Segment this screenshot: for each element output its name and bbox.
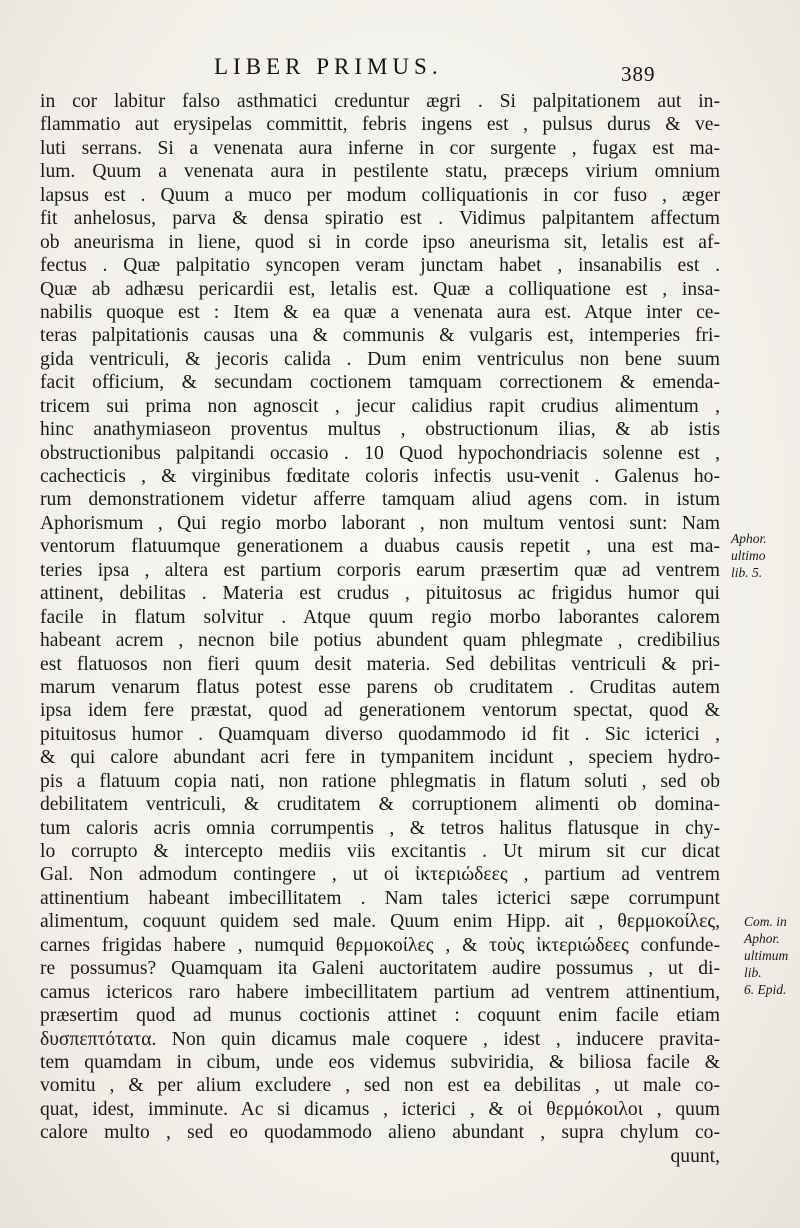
text-line: teras palpitationis causas una & communis & vulgaris est, intemperies fri- <box>40 325 720 347</box>
text-line: calore multo , sed eo quodammodo alieno abundant , supra chylum co- <box>40 1122 720 1144</box>
text-line: Gal. Non admodum contingere , ut οἱ ἰκτεριώδεες , partium ad ventrem <box>40 864 720 886</box>
text-line: attinentium habeant imbecillitatem . Nam tales icterici sæpe corrumpunt <box>40 887 720 909</box>
text-line: re possumus? Quamquam ita Galeni auctoritatem audire possumus , ut di- <box>40 958 720 980</box>
text-line: & qui calore abundant acri fere in tympanitem incidunt , speciem hydro- <box>40 747 720 769</box>
body-text <box>40 90 720 1168</box>
text-line: marum venarum flatus potest esse parens ob cruditatem . Cruditas autem <box>40 676 720 698</box>
text-line: carnes frigidas habere , numquid θερμοκοίλες , & τοὺς ἰκτεριώδεες confunde- <box>40 934 720 956</box>
text-line: gida ventriculi, & jecoris calida . Dum enim ventriculus non bene suum <box>40 348 720 370</box>
text-line: facile in flatum solvitur . Atque quum regio morbo laborantes calorem <box>40 606 720 628</box>
text-line: teries ipsa , altera est partium corporis earum præsertim quæ ad ventrem <box>40 559 720 581</box>
running-head: LIBER PRIMUS. <box>214 54 443 79</box>
text-line: luti serrans. Si a venenata aura inferne in cor surgente , fugax est ma- <box>40 137 720 159</box>
text-line: ob aneurisma in liene, quod si in corde ipso aneurisma sit, letalis est af- <box>40 231 720 253</box>
text-line: lapsus est . Quum a muco per modum colliquationis in cor fuso , æger <box>40 184 720 206</box>
text-line: habeant acrem , necnon bile potius abundent quam phlegmate , credibilius <box>40 630 720 652</box>
text-line: pituitosus humor . Quamquam diverso quodammodo id fit . Sic icterici , <box>40 723 720 745</box>
text-line: quunt, <box>670 1145 720 1167</box>
text-line: Quæ ab adhæsu pericardii est, letalis est. Quæ a colliquatione est , insa- <box>40 278 720 300</box>
text-line: facit officium, & secundam coctionem tamquam correctionem & emenda- <box>40 372 720 394</box>
text-line: fit anhelosus, parva & densa spiratio est . Vidimus palpitantem affectum <box>40 208 720 230</box>
text-line: tricem sui prima non agnoscit , jecur calidius rapit crudius alimentum , <box>40 395 720 417</box>
text-line: rum demonstrationem videtur afferre tamquam aliud agens com. in istum <box>40 489 720 511</box>
text-line: vomitu , & per alium excludere , sed non est ea debilitas , ut male co- <box>40 1075 720 1097</box>
text-line: Aphorismum , Qui regio morbo laborant , non multum ventosi sunt: Nam <box>40 512 720 534</box>
text-line: tem quamdam in cibum, unde eos videmus subviridia, & biliosa facile & <box>40 1051 720 1073</box>
text-line: in cor labitur falso asthmatici creduntur ægri . Si palpitationem aut in- <box>40 91 720 112</box>
text-line: est flatuosos non fieri quum desit materia. Sed debilitas ventriculi & pri- <box>40 653 720 675</box>
text-line: ventorum flatuumque generationem a duabus causis repetit , una est ma- <box>40 536 720 558</box>
text-line: præsertim quod ad munus coctionis attinet : coquunt enim facile etiam <box>40 1005 720 1027</box>
margin-note-aphorism: Aphor. ultimo lib. 5. <box>731 531 767 580</box>
text-line: nabilis quoque est : Item & ea quæ a venenata aura est. Atque inter ce- <box>40 301 720 323</box>
text-line: flammatio aut erysipelas committit, febris ingens est , pulsus durus & ve- <box>40 114 720 136</box>
text-line: obstructionibus palpitandi occasio . 10 Quod hypochondriacis solenne est , <box>40 442 720 464</box>
text-line: camus ictericos raro habere imbecillitatem partium ad ventrem attinentium, <box>40 981 720 1003</box>
text-line: ipsa idem fere præstat, quod ad generationem ventorum spectat, quod & <box>40 700 720 722</box>
text-line: alimentum, coquunt quidem sed male. Quum enim Hipp. ait , θερμοκοίλες, <box>40 911 720 933</box>
text-line: fectus . Quæ palpitatio syncopen veram junctam habet , insanabilis est . <box>40 255 720 277</box>
text-line: tum caloris acris omnia corrumpentis , & tetros halitus flatusque in chy- <box>40 817 720 839</box>
text-line: quat, idest, imminute. Ac si dicamus , icterici , & οἱ θερμόκοιλοι , quum <box>40 1098 720 1120</box>
text-line: debilitatem ventriculi, & cruditatem & corruptionem alimenti ob domina- <box>40 794 720 816</box>
text-line: lo corrupto & intercepto mediis viis excitantis . Ut mirum sit cur dicat <box>40 841 720 862</box>
margin-note-commentary: Com. in Aphor. ultimum lib. 6. Epid. <box>744 914 789 997</box>
text-line: attinent, debilitas . Materia est crudus , pituitosus ac frigidus humor qui <box>40 583 720 605</box>
page-number: 389 <box>621 62 656 86</box>
text-line: lum. Quum a venenata aura in pestilente statu, præceps virium omnium <box>40 161 720 183</box>
bleed-through-text <box>300 8 680 58</box>
text-line: cachecticis , & virginibus fœditate coloris infectis usu-venit . Galenus ho- <box>40 466 720 487</box>
text-line: pis a flatuum copia nati, non ratione phlegmatis in flatum soluti , sed ob <box>40 770 720 792</box>
text-line: δυσπεπτότατα. Non quin dicamus male coquere , idest , inducere pravita- <box>40 1028 720 1050</box>
text-line: hinc anathymiaseon proventus multus , obstructionum ilias, & ab istis <box>40 419 720 441</box>
